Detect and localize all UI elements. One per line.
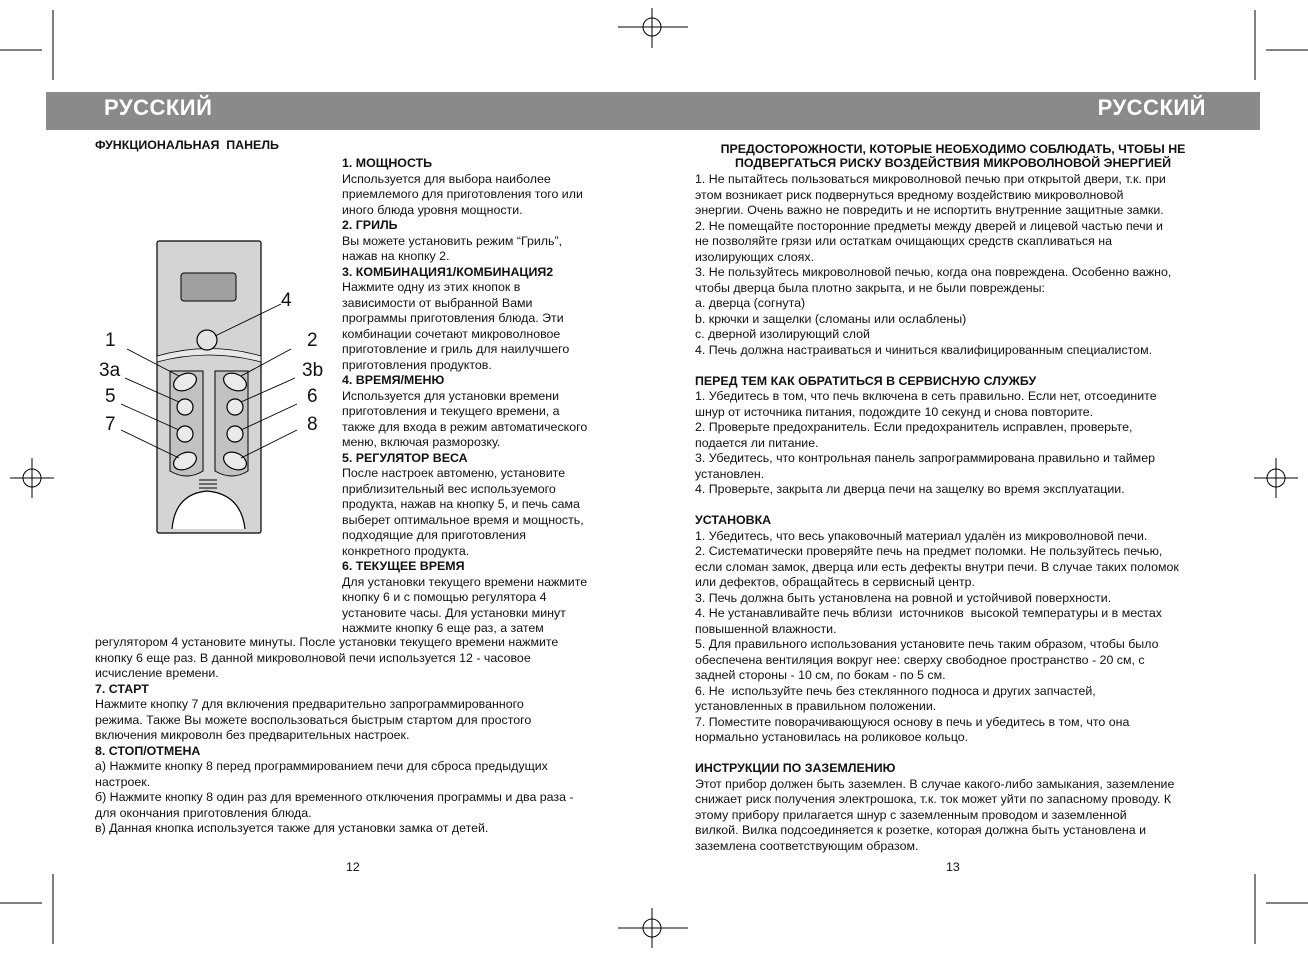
text-line: включения микроволн без предварительных настроек. bbox=[95, 728, 410, 742]
text-line: обеспечена вентиляция вокруг нее: сверху свободное пространство - 20 см, с bbox=[695, 652, 1145, 667]
text-line: 1. Не пытайтесь пользоваться микроволновой печью при открытой двери, т.к. при bbox=[695, 172, 1166, 186]
label-4: 4 bbox=[281, 290, 292, 311]
clock-button-icon bbox=[227, 399, 243, 415]
label-2: 2 bbox=[307, 330, 318, 351]
page-language-title-right: РУССКИЙ bbox=[1097, 95, 1206, 120]
section-heading: 8. СТОП/ОТМЕНА bbox=[95, 743, 201, 758]
label-8: 8 bbox=[307, 414, 318, 435]
text-line: энергии. Очень важно не повредить и не испортить внутренние защитные замки. bbox=[695, 203, 1164, 217]
text-line: Используется для выбора наиболее bbox=[342, 171, 551, 186]
page-language-title-left: РУССКИЙ bbox=[104, 95, 213, 120]
text-line: настроек. bbox=[95, 774, 151, 789]
text-line: б) Нажмите кнопку 8 один раз для временного отключения программы и два раза - bbox=[95, 790, 574, 804]
text-line: приблизительный вес используемого bbox=[342, 481, 556, 496]
text-line: этом возникает риск подвернуться вредному воздействию микроволновой bbox=[695, 187, 1124, 202]
header-bar bbox=[46, 92, 1260, 130]
text-line: 5. Для правильного использования установите печь таким образом, чтобы было bbox=[695, 637, 1159, 651]
label-3a: 3a bbox=[99, 360, 121, 381]
text-line: 1. Убедитесь, что весь упаковочный материал удалён из микроволновой печи. bbox=[695, 528, 1148, 543]
right-title-line-1: ПРЕДОСТОРОЖНОСТИ, КОТОРЫЕ НЕОБХОДИМО СОБЛЮДАТЬ, ЧТОБЫ НЕ bbox=[720, 142, 1186, 156]
section-heading: ПЕРЕД ТЕМ КАК ОБРАТИТЬСЯ В СЕРВИСНУЮ СЛУЖБУ bbox=[695, 373, 1037, 388]
page-number-left: 12 bbox=[346, 860, 360, 874]
label-5: 5 bbox=[105, 386, 116, 407]
text-line: установите часы. Для установки минут bbox=[342, 605, 566, 620]
text-line: кнопку 6 и с помощью регулятора 4 bbox=[342, 590, 547, 604]
text-line: 1. Убедитесь в том, что печь включена в сеть правильно. Если нет, отсоедините bbox=[695, 389, 1157, 403]
text-line: комбинации сочетают микроволновое bbox=[342, 326, 561, 341]
text-line: приготовления продуктов. bbox=[342, 357, 492, 372]
section-heading: ИНСТРУКЦИИ ПО ЗАЗЕМЛЕНИЮ bbox=[695, 761, 896, 775]
text-line: нажмите кнопку 6 еще раз, а затем bbox=[342, 621, 544, 635]
text-line: заземлена соответствующим образом. bbox=[695, 838, 919, 853]
text-line: приготовление и гриль для наилучшего bbox=[342, 342, 570, 356]
section-heading: 2. ГРИЛЬ bbox=[342, 218, 398, 232]
section-heading: УСТАНОВКА bbox=[695, 513, 772, 527]
start-button-icon bbox=[177, 426, 193, 442]
text-line: Для установки текущего времени нажмите bbox=[342, 574, 588, 589]
text-line: если сломан замок, дверца или есть дефекты внутри печи. В случае таких поломок bbox=[695, 559, 1179, 574]
text-line: снижает риск получения электрошока, т.к. ток может уйти по запасному проводу. К bbox=[695, 792, 1172, 806]
text-line: подходящие для приготовления bbox=[342, 528, 526, 542]
text-line: 7. Поместите поворачивающуюся основу в печь и убедитесь в том, что она bbox=[695, 714, 1130, 729]
text-line: После настроек автоменю, установите bbox=[342, 466, 566, 480]
text-line: меню, включая разморозку. bbox=[342, 435, 501, 449]
text-line: продукта, нажав на кнопку 5, и печь сама bbox=[342, 497, 580, 511]
time-menu-knob-icon bbox=[197, 330, 217, 350]
page-number-right: 13 bbox=[946, 860, 960, 874]
text-line: Этот прибор должен быть заземлен. В случае какого-либо замыкания, заземление bbox=[695, 776, 1175, 791]
text-line: подается ли питание. bbox=[695, 435, 819, 450]
text-line: a. дверца (согнута) bbox=[695, 296, 806, 310]
section-heading: 6. ТЕКУЩЕЕ ВРЕМЯ bbox=[342, 559, 465, 573]
text-line: режима. Также Вы можете воспользоваться быстрым стартом для простого bbox=[95, 712, 532, 727]
text-line: 4. Не устанавливайте печь вблизи источников высокой температуры и в местах bbox=[695, 606, 1162, 620]
text-line: b. крючки и защелки (сломаны или ослаблены) bbox=[695, 311, 967, 326]
text-line: приготовления и текущего времени, а bbox=[342, 404, 560, 418]
label-1: 1 bbox=[105, 330, 116, 351]
label-7: 7 bbox=[105, 414, 116, 435]
text-line: для окончания приготовления блюда. bbox=[95, 805, 312, 820]
text-line: шнур от источника питания, подождите 10 секунд и снова повторите. bbox=[695, 404, 1094, 419]
text-line: повышенной влажности. bbox=[695, 621, 837, 636]
section-heading: 1. МОЩНОСТЬ bbox=[342, 156, 433, 170]
text-line: установлен. bbox=[695, 466, 765, 481]
text-line: Вы можете установить режим “Гриль”, bbox=[342, 233, 563, 248]
text-line: кнопку 6 еще раз. В данной микроволновой печи используется 12 - часовое bbox=[95, 650, 531, 665]
text-line: иного блюда уровня мощности. bbox=[342, 202, 523, 217]
text-line: 4. Проверьте, закрыта ли дверца печи на защелку во время эксплуатации. bbox=[695, 482, 1125, 496]
text-line: нормально установилась на роликовое кольцо. bbox=[695, 730, 969, 744]
text-line: исчисление времени. bbox=[95, 666, 219, 680]
text-line: 2. Систематически проверяйте печь на предмет поломки. Не пользуйтесь печью, bbox=[695, 544, 1163, 558]
text-line: или дефектов, обращайтесь в сервисный центр. bbox=[695, 575, 975, 589]
text-line: 6. Не используйте печь без стеклянного подноса и других запчастей, bbox=[695, 683, 1096, 698]
text-line: 3. Убедитесь, что контрольная панель запрограммирована правильно и таймер bbox=[695, 451, 1155, 465]
text-line: 4. Печь должна настраиваться и чиниться квалифицированным специалистом. bbox=[695, 342, 1153, 357]
right-title-line-2: ПОДВЕРГАТЬСЯ РИСКУ ВОЗДЕЙСТВИЯ МИКРОВОЛНОВОЙ ЭНЕРГИЕЙ bbox=[734, 156, 1172, 170]
text-line: 3. Не пользуйтесь микроволновой печью, когда она повреждена. Особенно важно, bbox=[695, 265, 1172, 279]
section-heading: 7. СТАРТ bbox=[95, 681, 149, 696]
text-line: регулятором 4 установите минуты. После установки текущего времени нажмите bbox=[95, 635, 559, 649]
text-line: зависимости от выбранной Вами bbox=[342, 295, 533, 310]
text-line: чтобы дверца была плотно закрыта, и не были повреждены: bbox=[695, 280, 1045, 295]
section-heading: 4. ВРЕМЯ/МЕНЮ bbox=[342, 373, 445, 387]
text-line: 3. Печь должна быть установлена на ровной и устойчивой поверхности. bbox=[695, 590, 1112, 605]
section-heading: 3. КОМБИНАЦИЯ1/КОМБИНАЦИЯ2 bbox=[342, 264, 554, 279]
section-heading: 5. РЕГУЛЯТОР ВЕСА bbox=[342, 450, 468, 465]
text-line: вилкой. Вилка подсоединяется к розетке, которая должна быть установлена и bbox=[695, 823, 1147, 837]
text-line: приемлемого для приготовления того или bbox=[342, 187, 583, 201]
text-line: Используется для установки времени bbox=[342, 388, 560, 403]
label-6: 6 bbox=[307, 386, 318, 407]
weight-button-icon bbox=[177, 399, 193, 415]
text-line: в) Данная кнопка используется также для установки замка от детей. bbox=[95, 821, 489, 835]
text-line: также для входа в режим автоматического bbox=[342, 419, 588, 434]
text-line: 2. Проверьте предохранитель. Если предохранитель исправлен, проверьте, bbox=[695, 420, 1133, 434]
text-line: задней стороны - 10 см, по бокам - по 5 см. bbox=[695, 668, 946, 682]
text-line: программы приготовления блюда. Эти bbox=[342, 311, 564, 325]
control-panel-illustration bbox=[95, 236, 335, 536]
section-title: ФУНКЦИОНАЛЬНАЯ ПАНЕЛЬ bbox=[95, 138, 279, 152]
text-line: установленных в правильном положении. bbox=[695, 699, 937, 713]
text-line: нажав на кнопку 2. bbox=[342, 249, 450, 263]
text-line: этому прибору прилагается шнур с заземленным проводом и заземленной bbox=[695, 807, 1127, 822]
text-line: c. дверной изолирующий слой bbox=[695, 327, 870, 341]
text-line: не позволяйте грязи или остаткам очищающих средств скапливаться на bbox=[695, 234, 1112, 248]
stop-button-icon bbox=[227, 426, 243, 442]
text-line: Нажмите кнопку 7 для включения предварительно запрограммированного bbox=[95, 697, 524, 711]
text-line: изолирующих слоях. bbox=[695, 249, 815, 264]
display-icon bbox=[181, 273, 236, 301]
text-line: Нажмите одну из этих кнопок в bbox=[342, 280, 521, 294]
text-line: 2. Не помещайте посторонние предметы между дверей и лицевой частью печи и bbox=[695, 218, 1163, 233]
text-line: выберет оптимальное время и мощность, bbox=[342, 512, 584, 527]
text-line: а) Нажмите кнопку 8 перед программированием печи для сброса предыдущих bbox=[95, 759, 548, 773]
label-3b: 3b bbox=[302, 360, 324, 381]
text-line: конкретного продукта. bbox=[342, 543, 470, 558]
